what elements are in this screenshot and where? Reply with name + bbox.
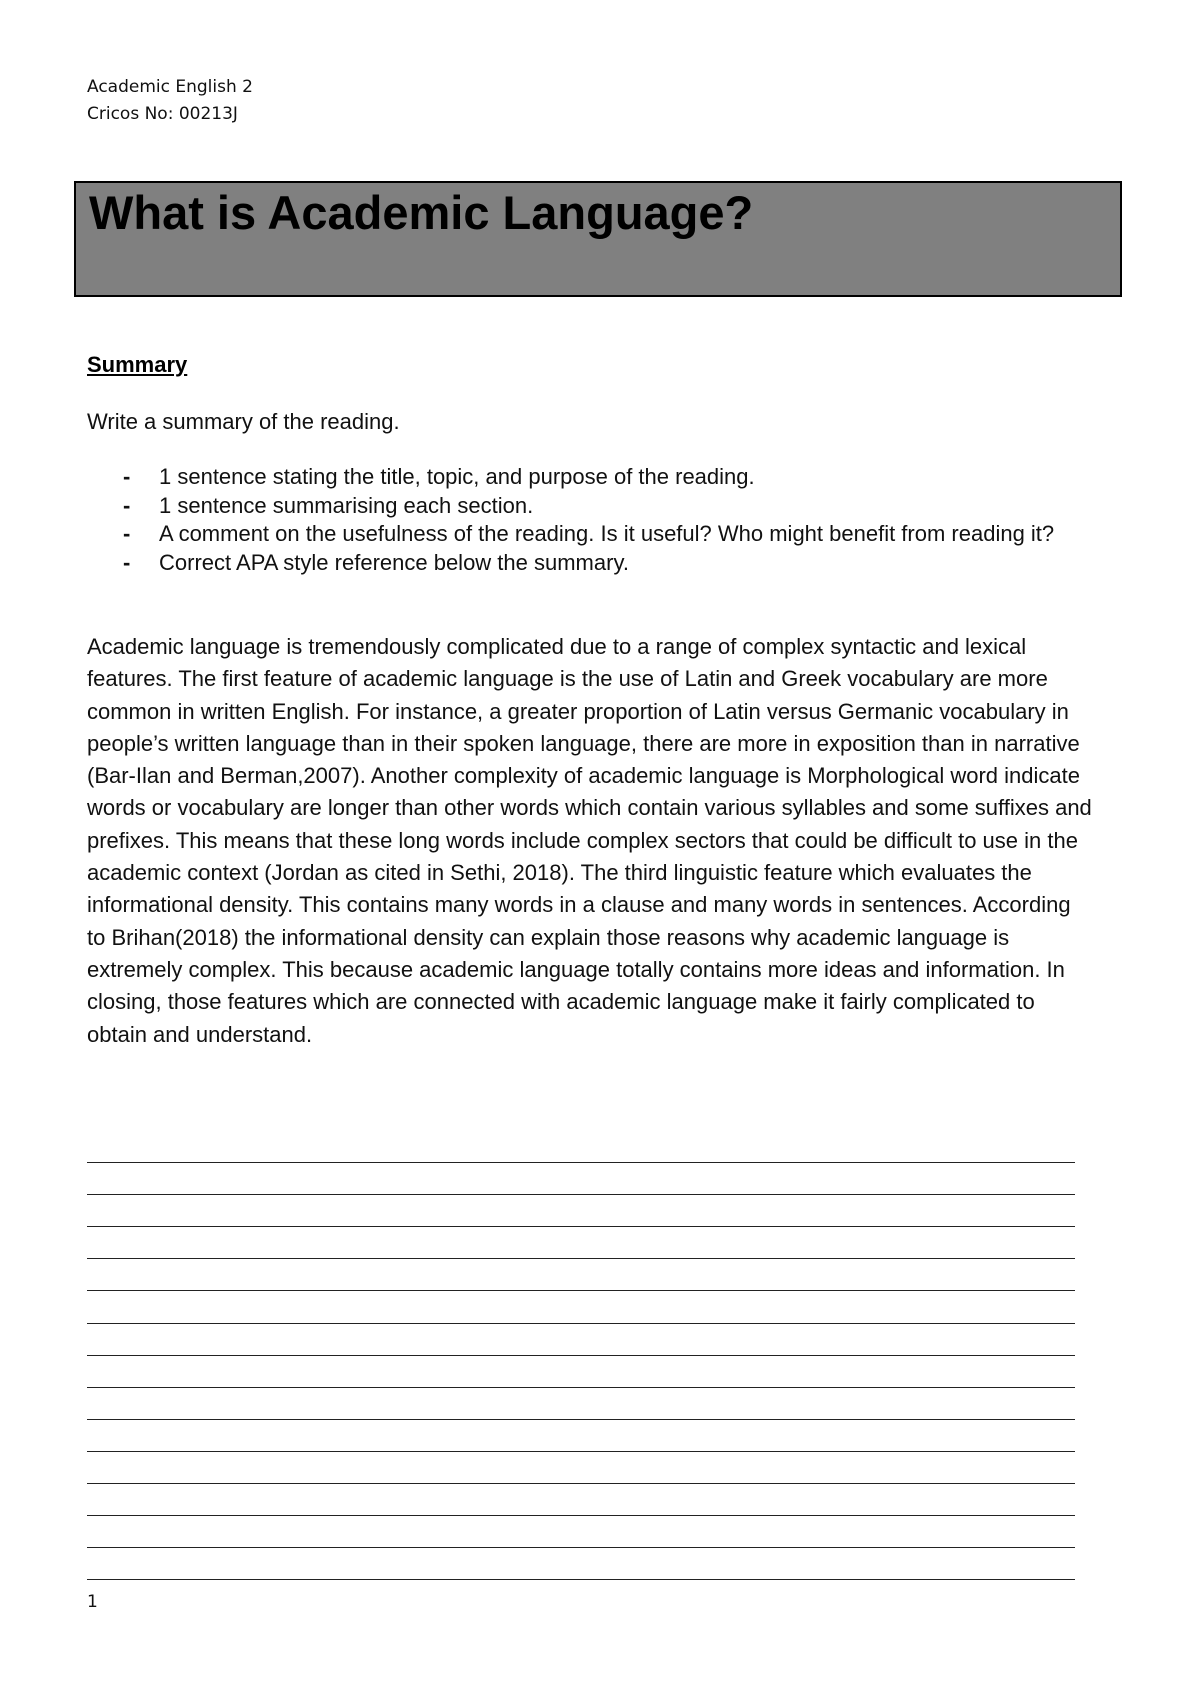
list-item: - A comment on the usefulness of the reading. Is it useful? Who might benefit from reading it?: [87, 520, 1087, 549]
writing-line: [87, 1356, 1075, 1388]
cricos-number: Cricos No: 00213J: [87, 104, 238, 124]
writing-line: [87, 1195, 1075, 1227]
course-name: Academic English 2: [87, 77, 253, 97]
summary-paragraph: Academic language is tremendously complicated due to a range of complex syntactic and lexical features. The first feature of academic language is the use of Latin and Greek vocabulary are more common in written English. For instance, a greater proportion of Latin versus Germanic vocabulary in people’s written language than in their spoken language, there are more in exposition than in narrative (Bar-Ilan and Berman,2007). Another complexity of academic language is Morphological word indicate words or vocabulary are longer than other words which contain various syllables and some suffixes and prefixes. This means that these long words include complex sectors that could be difficult to use in the academic context (Jordan as cited in Sethi, 2018). The third linguistic feature which evaluates the informational density. This contains many words in a clause and many words in sentences. According to Brihan(2018) the informational density can explain those reasons why academic language is extremely complex. This because academic language totally contains more ideas and information. In closing, those features which are connected with academic language make it fairly complicated to obtain and understand.: [87, 634, 1092, 1047]
writing-line: [87, 1131, 1075, 1163]
section-heading: Summary: [87, 352, 188, 377]
writing-lines: [87, 1131, 1075, 1580]
writing-line: [87, 1548, 1075, 1580]
document-header: [87, 74, 253, 128]
list-item: - 1 sentence summarising each section.: [87, 492, 1087, 521]
dash-bullet-icon: -: [123, 521, 131, 546]
title-banner: [74, 181, 1122, 297]
writing-line: [87, 1420, 1075, 1452]
writing-line: [87, 1324, 1075, 1356]
instruction-list: [87, 463, 1087, 577]
dash-bullet-icon: -: [123, 492, 131, 518]
page-title: What is Academic Language?: [89, 186, 754, 239]
instruction-text: Write a summary of the reading.: [87, 409, 400, 434]
dash-bullet-icon: -: [123, 549, 131, 575]
writing-line: [87, 1484, 1075, 1516]
writing-line: [87, 1388, 1075, 1420]
writing-line: [87, 1259, 1075, 1291]
writing-line: [87, 1227, 1075, 1259]
writing-line: [87, 1452, 1075, 1484]
writing-line: [87, 1291, 1075, 1323]
list-item: - Correct APA style reference below the summary.: [87, 549, 1087, 578]
list-item: - 1 sentence stating the title, topic, and purpose of the reading.: [87, 463, 1087, 492]
writing-line: [87, 1516, 1075, 1548]
page-number: 1: [87, 1592, 98, 1612]
writing-line: [87, 1163, 1075, 1195]
dash-bullet-icon: -: [123, 464, 131, 489]
